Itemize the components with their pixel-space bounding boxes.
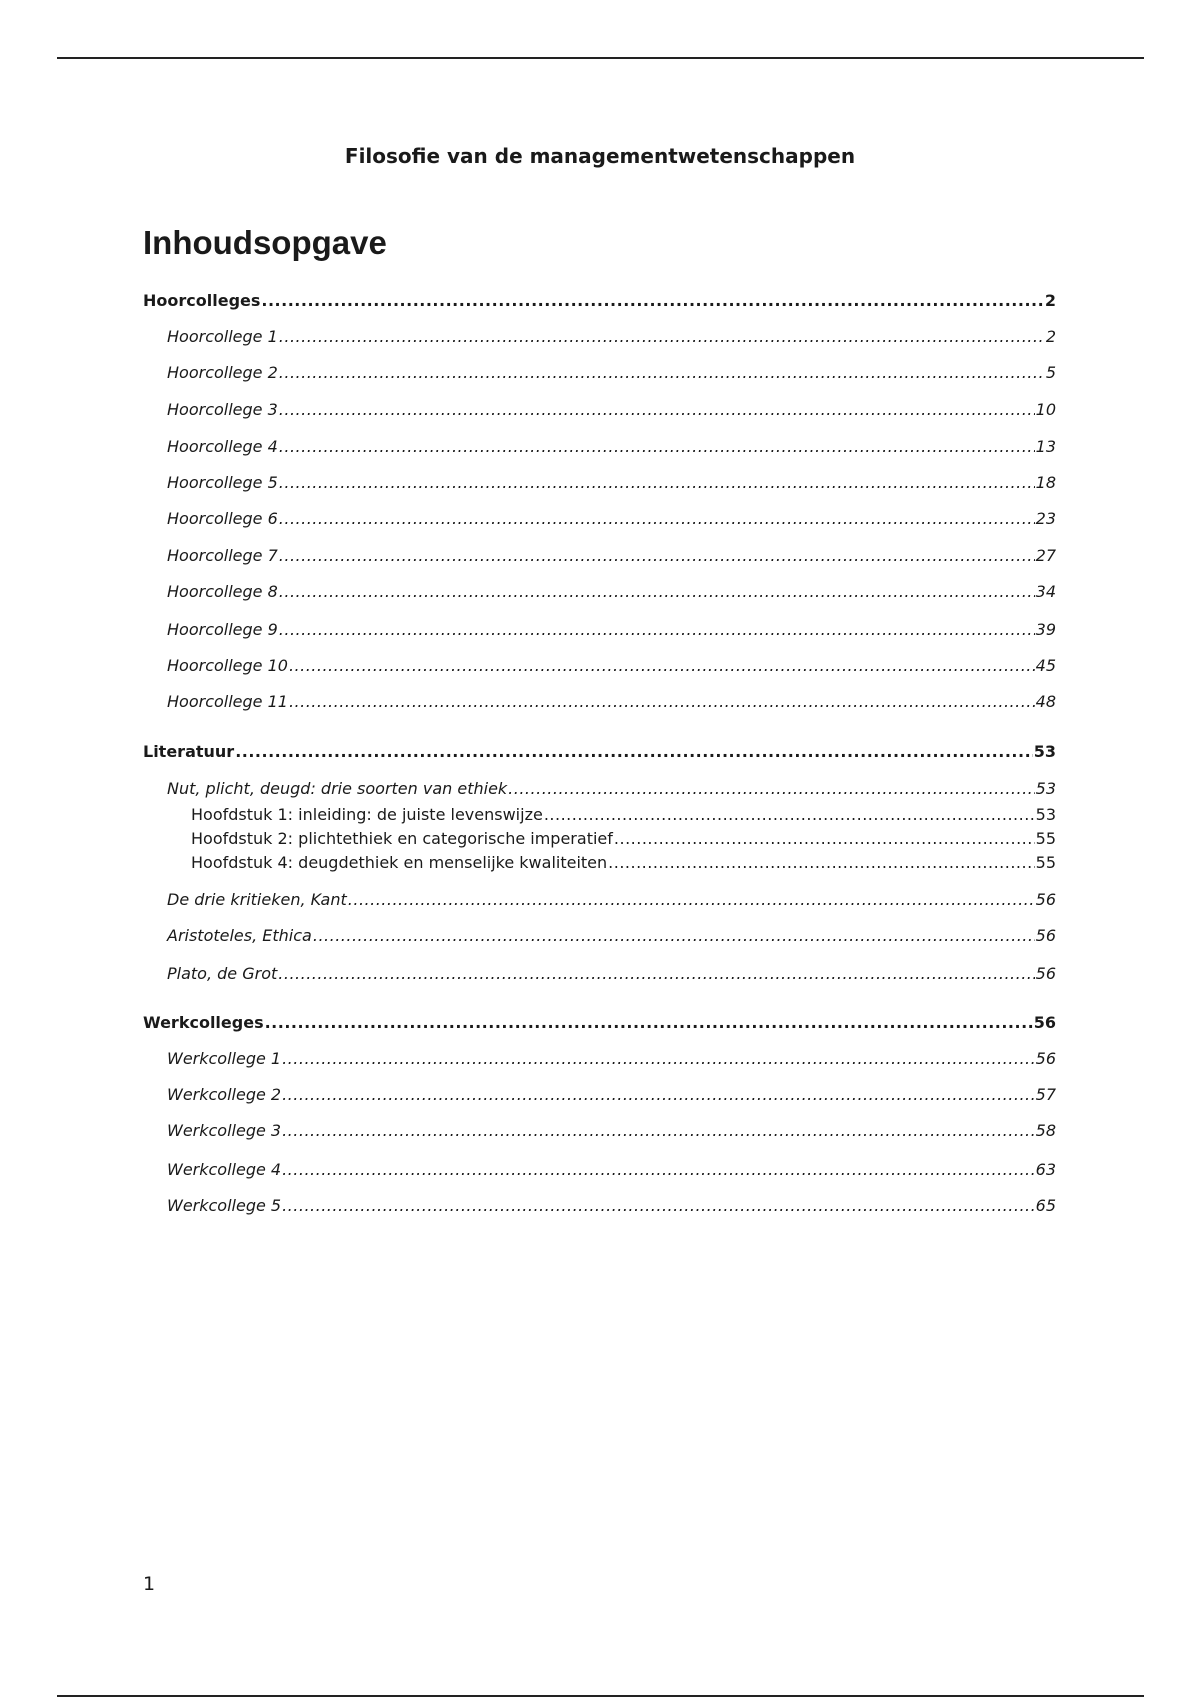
- document-title: Filosofie van de managementwetenschappen: [344, 144, 856, 168]
- toc-entry-label: Nut, plicht, deugd: drie soorten van ethiek: [167, 779, 508, 798]
- toc-entry-hoorcollege-4[interactable]: [167, 437, 1056, 457]
- toc-entry-page: 48: [1035, 692, 1056, 711]
- toc-entry-page: 53: [1035, 805, 1056, 824]
- dot-leader: [265, 1013, 1033, 1033]
- toc-entry-werkcollege-2[interactable]: [167, 1085, 1056, 1105]
- toc-entry-hoorcollege-8[interactable]: [167, 582, 1056, 602]
- toc-entry-label: Werkcollege 4: [167, 1160, 282, 1179]
- footer-rule: [57, 1695, 1144, 1697]
- toc-entry-page: 55: [1035, 853, 1056, 872]
- toc-entry-label: Werkcollege 5: [167, 1196, 282, 1215]
- toc-entry-werkcollege-4[interactable]: [167, 1160, 1056, 1180]
- dot-leader: [508, 779, 1034, 799]
- toc-entry-label: De drie kritieken, Kant: [167, 890, 347, 909]
- dot-leader: [289, 692, 1035, 712]
- dot-leader: [279, 400, 1035, 420]
- toc-entry-aristoteles-ethica[interactable]: [167, 926, 1056, 946]
- toc-entry-hoorcollege-9[interactable]: [167, 620, 1056, 640]
- toc-entry-hoorcollege-6[interactable]: [167, 509, 1056, 529]
- toc-entry-label: Hoorcollege 5: [167, 473, 278, 492]
- toc-entry-label: Literatuur: [143, 742, 235, 761]
- toc-entry-label: Hoorcollege 10: [167, 656, 288, 675]
- toc-entry-label: Hoorcollege 11: [167, 692, 288, 711]
- toc-entry-label: Hoofdstuk 2: plichtethiek en categorische imperatief: [191, 829, 613, 848]
- dot-leader: [235, 742, 1033, 762]
- toc-entry-page: 2: [1044, 291, 1056, 310]
- toc-entry-hoorcollege-11[interactable]: [167, 692, 1056, 712]
- toc-entry-label: Werkcolleges: [143, 1013, 264, 1032]
- toc-entry-hoofdstuk-1[interactable]: [191, 805, 1056, 825]
- toc-entry-page: 56: [1035, 890, 1056, 909]
- toc-section-literatuur[interactable]: [143, 742, 1056, 762]
- dot-leader: [279, 363, 1045, 383]
- toc-entry-hoorcollege-1[interactable]: [167, 327, 1056, 347]
- toc-entry-label: Hoorcollege 2: [167, 363, 278, 382]
- toc-entry-page: 34: [1035, 582, 1056, 601]
- toc-entry-label: Werkcollege 2: [167, 1085, 282, 1104]
- toc-entry-page: 10: [1035, 400, 1056, 419]
- toc-entry-page: 53: [1035, 779, 1056, 798]
- dot-leader: [279, 473, 1035, 493]
- toc-entry-page: 57: [1035, 1085, 1056, 1104]
- toc-entry-page: 5: [1045, 363, 1056, 382]
- toc-entry-page: 39: [1035, 620, 1056, 639]
- toc-entry-werkcollege-3[interactable]: [167, 1121, 1056, 1141]
- dot-leader: [282, 1049, 1035, 1069]
- toc-entry-page: 27: [1035, 546, 1056, 565]
- dot-leader: [544, 805, 1035, 825]
- toc-entry-label: Werkcollege 1: [167, 1049, 282, 1068]
- toc-entry-label: Aristoteles, Ethica: [167, 926, 312, 945]
- dot-leader: [348, 890, 1035, 910]
- toc-entry-label: Hoorcollege 9: [167, 620, 278, 639]
- toc-entry-hoorcollege-2[interactable]: [167, 363, 1056, 383]
- dot-leader: [614, 829, 1035, 849]
- toc-entry-label: Hoofdstuk 4: deugdethiek en menselijke kwaliteiten: [191, 853, 608, 872]
- dot-leader: [282, 1196, 1035, 1216]
- toc-entry-drie-kritieken[interactable]: [167, 890, 1056, 910]
- toc-entry-page: 56: [1035, 926, 1056, 945]
- toc-entry-hoorcollege-10[interactable]: [167, 656, 1056, 676]
- toc-entry-page: 56: [1035, 964, 1056, 983]
- dot-leader: [278, 964, 1034, 984]
- dot-leader: [313, 926, 1035, 946]
- toc-entry-werkcollege-5[interactable]: [167, 1196, 1056, 1216]
- dot-leader: [282, 1160, 1035, 1180]
- toc-entry-hoofdstuk-4[interactable]: [191, 853, 1056, 873]
- dot-leader: [261, 291, 1043, 311]
- toc-entry-page: 55: [1035, 829, 1056, 848]
- toc-entry-hoorcollege-5[interactable]: [167, 473, 1056, 493]
- toc-entry-hoofdstuk-2[interactable]: [191, 829, 1056, 849]
- dot-leader: [608, 853, 1034, 873]
- toc-entry-label: Werkcollege 3: [167, 1121, 282, 1140]
- dot-leader: [279, 546, 1035, 566]
- toc-heading: Inhoudsopgave: [143, 224, 387, 261]
- toc-entry-page: 65: [1035, 1196, 1056, 1215]
- dot-leader: [279, 509, 1035, 529]
- toc-entry-page: 18: [1035, 473, 1056, 492]
- toc-entry-label: Hoorcollege 4: [167, 437, 278, 456]
- toc-section-werkcolleges[interactable]: [143, 1013, 1056, 1033]
- toc-entry-page: 53: [1033, 742, 1056, 761]
- toc-entry-page: 13: [1035, 437, 1056, 456]
- toc-entry-label: Hoorcolleges: [143, 291, 261, 310]
- dot-leader: [282, 1121, 1035, 1141]
- toc-entry-label: Hoorcollege 3: [167, 400, 278, 419]
- toc-entry-werkcollege-1[interactable]: [167, 1049, 1056, 1069]
- toc-entry-plato-de-grot[interactable]: [167, 964, 1056, 984]
- toc-entry-page: 2: [1045, 327, 1056, 346]
- toc-entry-page: 63: [1035, 1160, 1056, 1179]
- toc-entry-page: 56: [1033, 1013, 1056, 1032]
- toc-entry-page: 56: [1035, 1049, 1056, 1068]
- toc-entry-nut-plicht-deugd[interactable]: [167, 779, 1056, 799]
- dot-leader: [279, 620, 1035, 640]
- toc-section-hoorcolleges[interactable]: [143, 291, 1056, 311]
- toc-entry-label: Hoorcollege 8: [167, 582, 278, 601]
- toc-entry-hoorcollege-3[interactable]: [167, 400, 1056, 420]
- dot-leader: [279, 437, 1035, 457]
- toc-entry-page: 45: [1035, 656, 1056, 675]
- toc-entry-label: Hoorcollege 1: [167, 327, 278, 346]
- toc-entry-page: 58: [1035, 1121, 1056, 1140]
- toc-entry-label: Hoorcollege 6: [167, 509, 278, 528]
- dot-leader: [282, 1085, 1035, 1105]
- toc-entry-page: 23: [1035, 509, 1056, 528]
- page-number: 1: [143, 1573, 156, 1595]
- toc-entry-label: Hoofdstuk 1: inleiding: de juiste levenswijze: [191, 805, 543, 824]
- toc-entry-label: Hoorcollege 7: [167, 546, 278, 565]
- dot-leader: [289, 656, 1035, 676]
- dot-leader: [279, 327, 1045, 347]
- toc-entry-label: Plato, de Grot: [167, 964, 278, 983]
- dot-leader: [279, 582, 1035, 602]
- toc-entry-hoorcollege-7[interactable]: [167, 546, 1056, 566]
